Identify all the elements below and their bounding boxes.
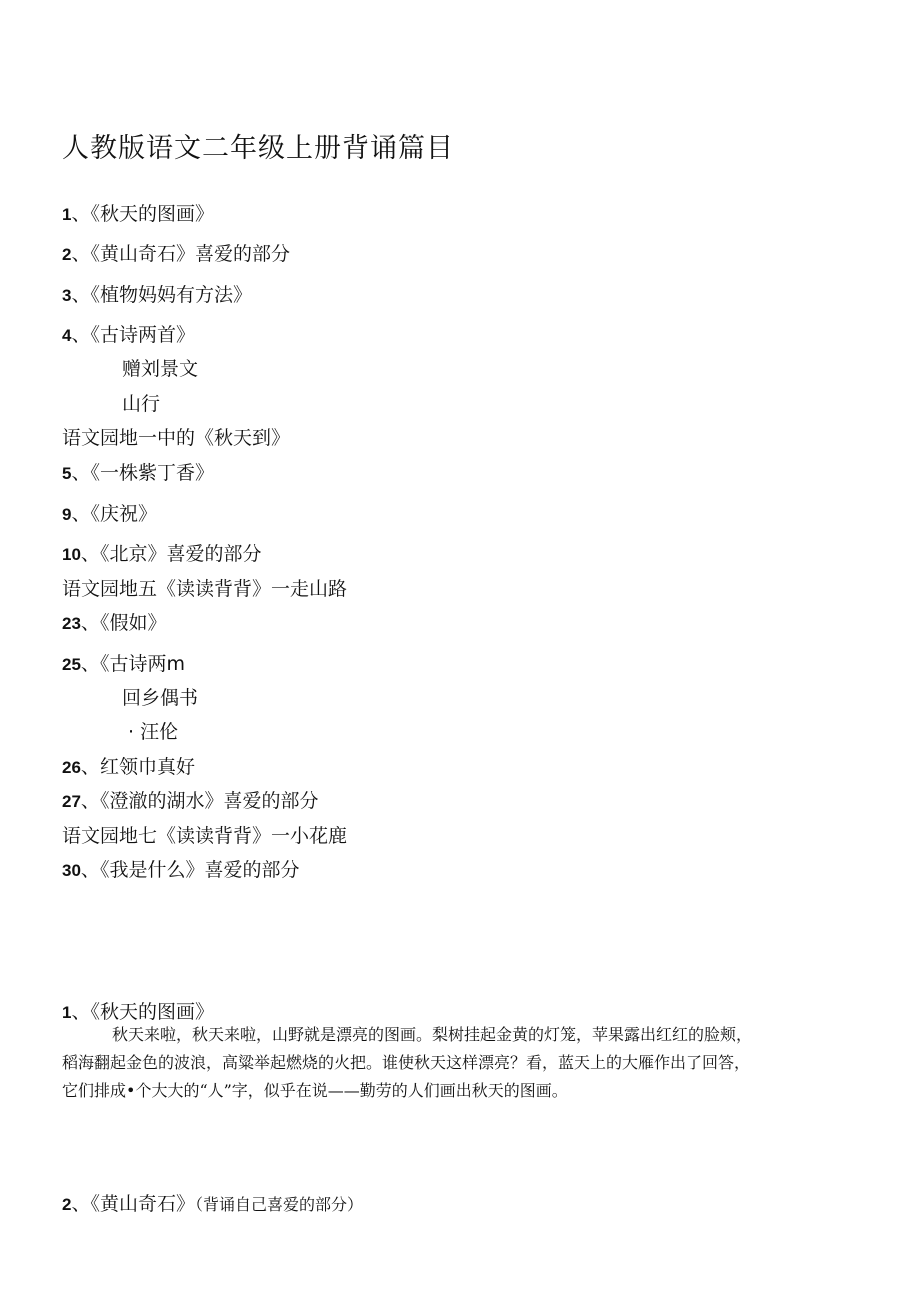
- toc-item: 9、《庆祝》: [62, 503, 157, 525]
- passage-line: 稻海翻起金色的波浪，高粱举起燃烧的火把。谁使秋天这样漂亮？看，蓝天上的大雁作出了回答，: [62, 1053, 751, 1072]
- toc-item: 10、《北京》喜爱的部分: [62, 543, 262, 565]
- toc-item: 2、《黄山奇石》喜爱的部分: [62, 243, 290, 265]
- toc-item: 5、《一株紫丁香》: [62, 462, 214, 484]
- toc-item: 25、《古诗两m: [62, 653, 185, 675]
- toc-item: 语文园地一中的《秋天到》: [62, 427, 291, 449]
- toc-item: 23、《假如》: [62, 612, 167, 634]
- toc-item: 4、《古诗两首》: [62, 324, 195, 346]
- toc-item: 语文园地五《读读背背》一走山路: [62, 578, 348, 600]
- section-note: （背诵自己喜爱的部分）: [195, 1195, 364, 1214]
- section-heading: 1、《秋天的图画》: [62, 1001, 214, 1023]
- passage-line: 它们排成•个大大的“人”字，似乎在说——勤劳的人们画出秋天的图画。: [62, 1081, 568, 1100]
- toc-subitem: 山行: [122, 393, 161, 415]
- toc-item: 语文园地七《读读背背》一小花鹿: [62, 825, 348, 847]
- toc-item: 1、《秋天的图画》: [62, 203, 214, 225]
- section-heading: 2、《黄山奇石》（背诵自己喜爱的部分）: [62, 1193, 364, 1215]
- toc-subitem: · 汪伦: [128, 721, 179, 743]
- toc-item: 30、《我是什么》喜爱的部分: [62, 859, 300, 881]
- toc-subitem: 回乡偶书: [122, 687, 199, 709]
- toc-item: 3、《植物妈妈有方法》: [62, 284, 252, 306]
- toc-item: 26、红领巾真好: [62, 756, 195, 778]
- recitation-passage: [62, 1021, 862, 1105]
- page-title: 人教版语文二年级上册背诵篇目: [62, 133, 454, 164]
- toc-item: 27、《澄澈的湖水》喜爱的部分: [62, 790, 319, 812]
- toc-subitem: 赠刘景文: [122, 358, 199, 380]
- passage-line: 秋天来啦，秋天来啦，山野就是漂亮的图画。梨树挂起金黄的灯笼，苹果露出红红的脸颊，: [112, 1025, 753, 1044]
